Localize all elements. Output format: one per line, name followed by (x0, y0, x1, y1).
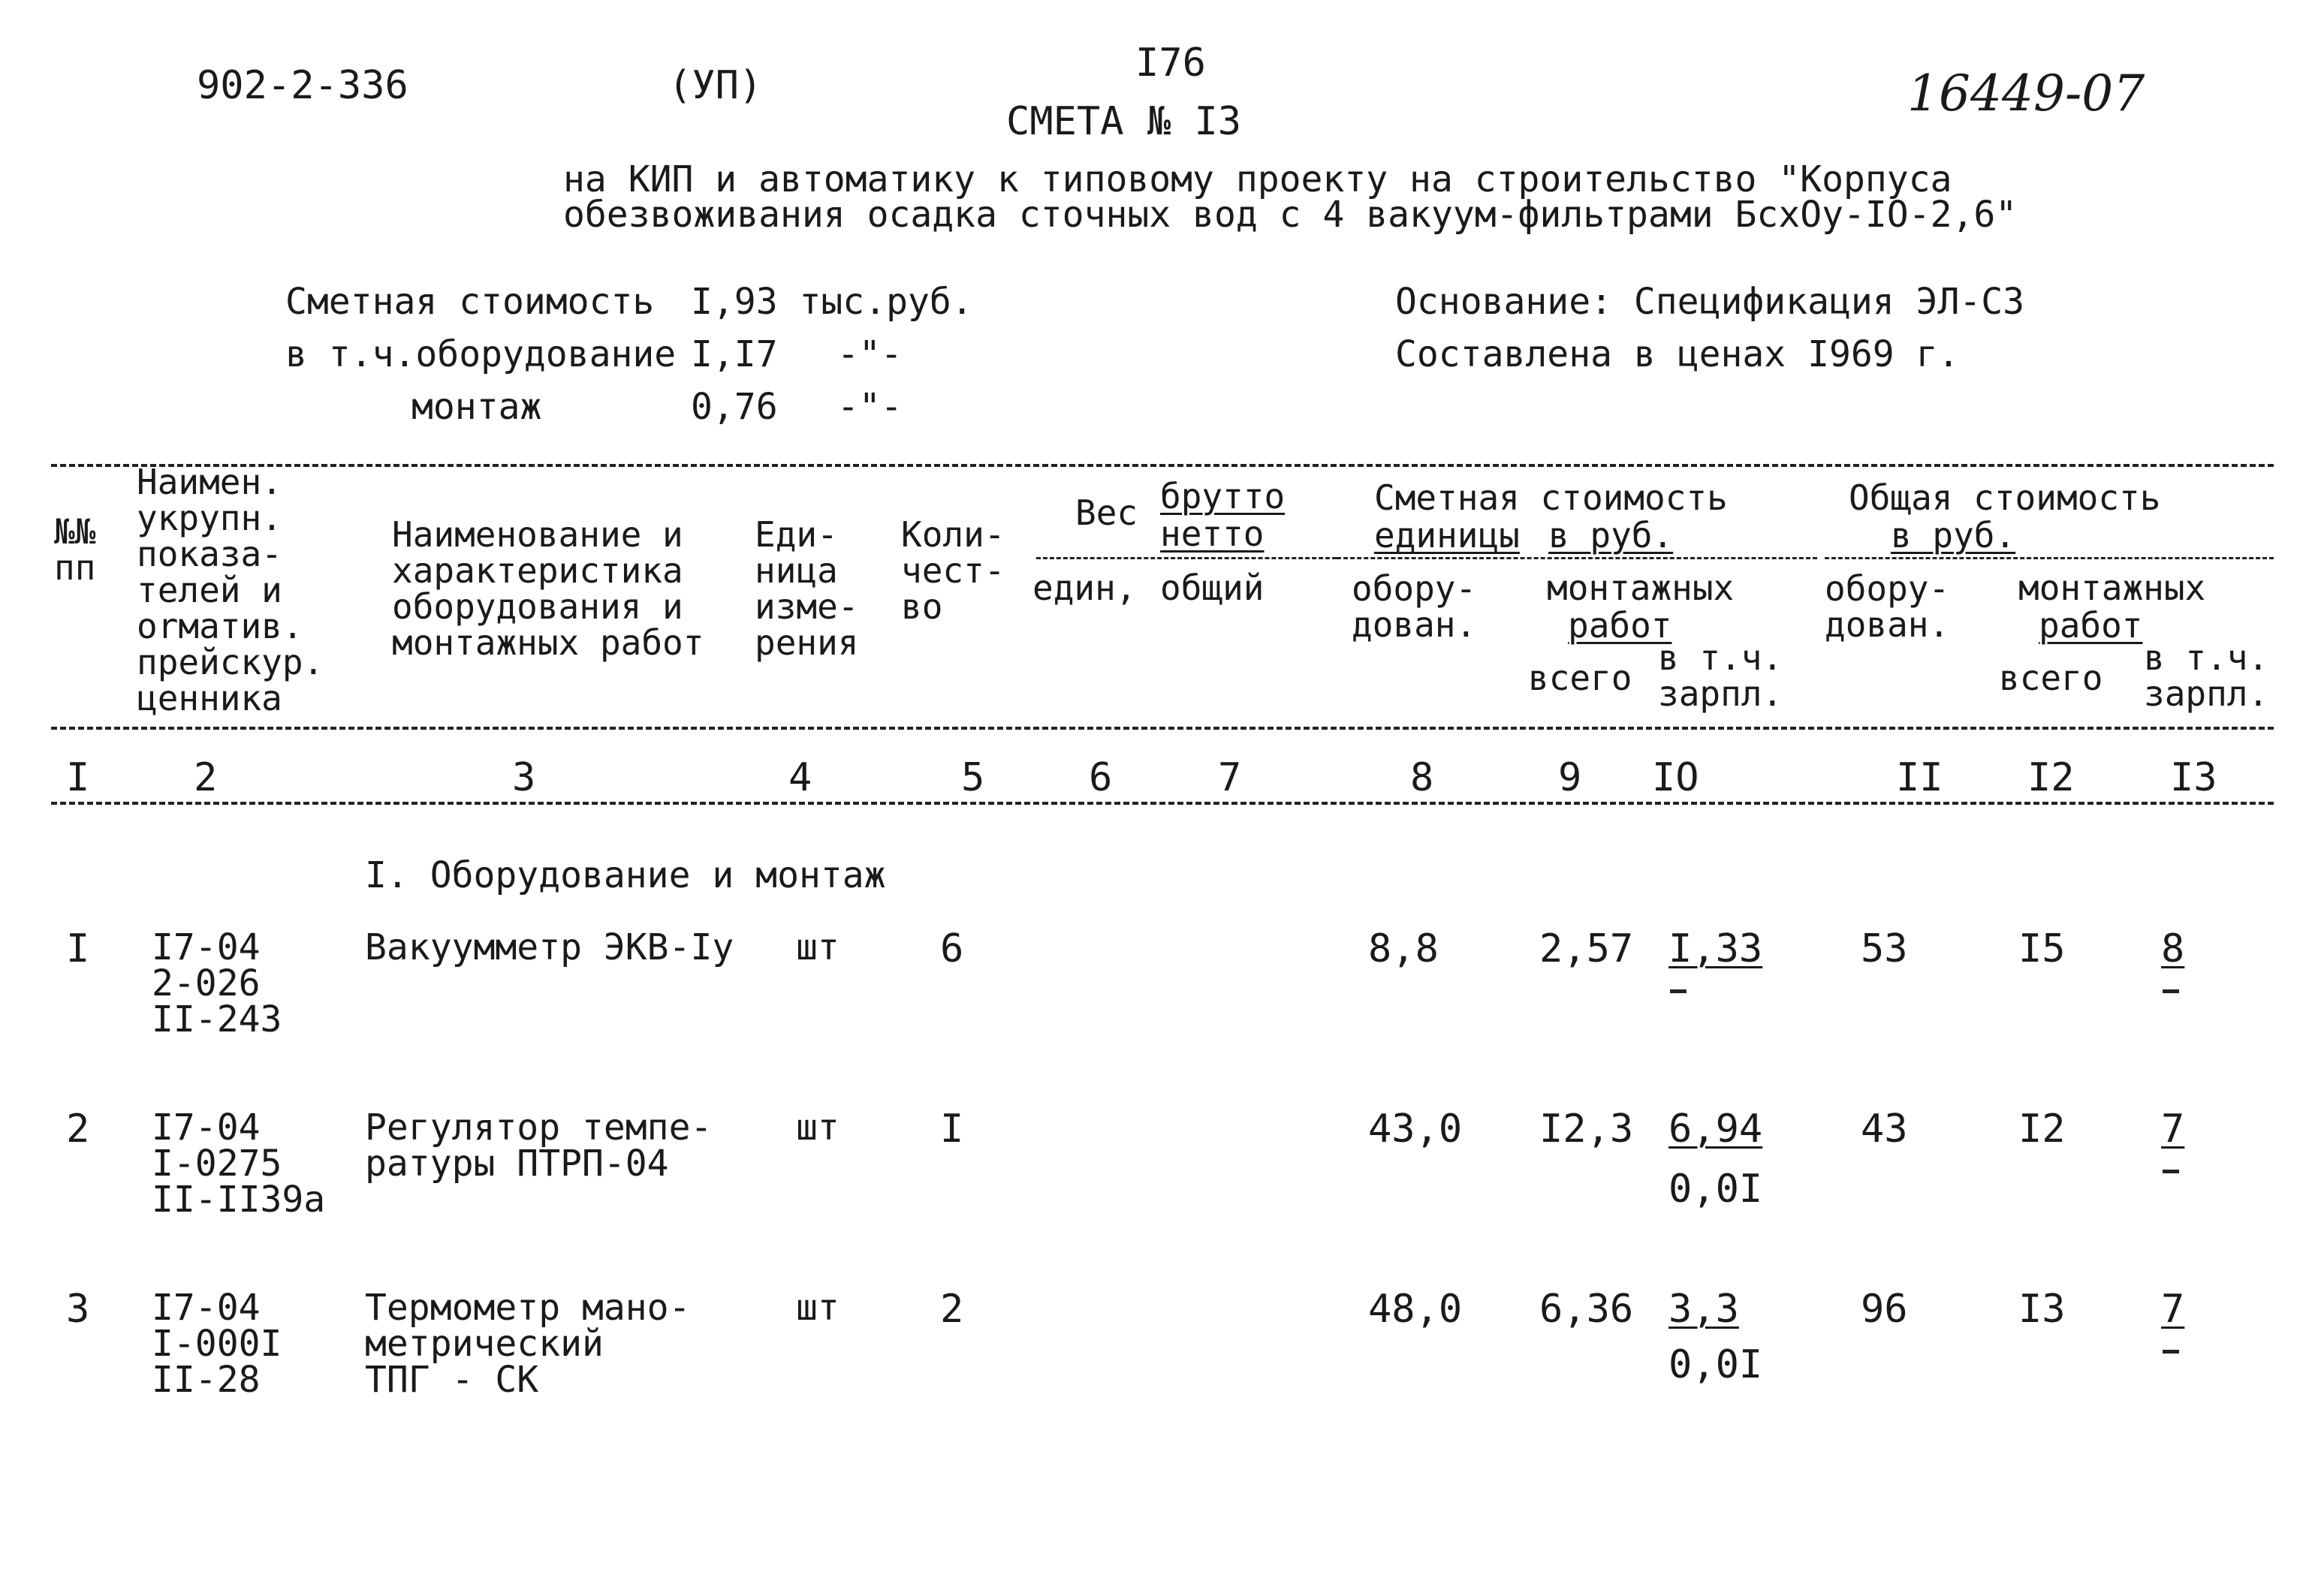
row-total-wage: 7 (2161, 1107, 2185, 1152)
column-number: I (66, 755, 90, 800)
unit-weight-header: един, (1032, 568, 1137, 608)
total-install-header: монтажных (2018, 568, 2206, 608)
gross-header: брутто (1160, 476, 1286, 516)
row-name: Вакуумметр ЭКВ-Iу (365, 926, 734, 968)
subtitle-line-2: обезвоживания осадка сточных вод с 4 вакуум-фильтрами БсхОу-IO-2,6" (563, 194, 2018, 236)
document-code: 902-2-336 (197, 63, 408, 108)
row-codes: I7-04 I-0275 II-II39а (152, 1107, 326, 1221)
column-number: 3 (512, 755, 536, 800)
unit-equip-header: обору- дован. (1352, 568, 1477, 645)
column-number: I2 (2027, 755, 2075, 800)
column-number: IO (1652, 755, 1699, 800)
total-cost-divider (1825, 557, 2274, 559)
row-unit-wage: 3,3 (1668, 1287, 1739, 1332)
row-total-install: I5 (2018, 926, 2066, 971)
row-unit-wage-sub: 0,0I (1668, 1342, 1763, 1387)
row-number: 3 (66, 1287, 90, 1332)
row-codes: I7-04 2-026 II-243 (152, 926, 282, 1040)
col-name-header: Наименование и характеристика оборудования и монтажных работ (392, 514, 704, 663)
row-unit-equip: 8,8 (1368, 926, 1439, 971)
row-name: Термометр мано- метрический ТПГ - СК (365, 1287, 691, 1401)
row-total-wage-dash (2163, 989, 2179, 993)
mounting-label: монтаж (411, 386, 542, 428)
column-number: 4 (788, 755, 812, 800)
column-number: 2 (194, 755, 218, 800)
row-unit-wage: 6,94 (1668, 1107, 1763, 1152)
document-type: (УП) (668, 63, 763, 108)
column-number: 5 (961, 755, 985, 800)
total-total-header: всего (1999, 658, 2103, 698)
weight-header: Вес (1075, 492, 1138, 533)
equipment-label: в т.ч.оборудование (285, 333, 677, 375)
column-number: 9 (1558, 755, 1582, 800)
row-unit-equip: 43,0 (1368, 1107, 1463, 1152)
column-number: 6 (1089, 755, 1113, 800)
row-unit-wage-sub: 0,0I (1668, 1167, 1763, 1212)
net-header: нетто (1160, 513, 1265, 554)
archive-number: 16449-07 (1907, 65, 2145, 122)
row-unit-install: 2,57 (1539, 926, 1634, 971)
row-unit-install: I2,3 (1539, 1107, 1634, 1152)
row-codes: I7-04 I-000I II-28 (152, 1287, 282, 1401)
row-unit-wage: I,33 (1668, 926, 1763, 971)
cost-value: I,93 тыс.руб. (691, 281, 973, 323)
column-number: II (1896, 755, 1943, 800)
col-codes-header: Наимен. укрупн. показа- телей и orматив. прейскур. ценника (137, 462, 324, 718)
header-bottom-rule (51, 727, 2274, 730)
total-cost-rub: в руб. (1891, 515, 2016, 556)
unit-cost-header: Сметная стоимость (1374, 477, 1728, 518)
row-total-install: I2 (2018, 1107, 2066, 1152)
row-total-wage-dash (2163, 1350, 2179, 1354)
row-quantity: I (940, 1107, 964, 1152)
row-number: 2 (66, 1107, 90, 1152)
row-total-equip: 96 (1861, 1287, 1908, 1332)
row-unit-equip: 48,0 (1368, 1287, 1463, 1332)
total-weight-header: общий (1160, 568, 1265, 608)
section-title: I. Оборудование и монтаж (365, 854, 886, 896)
header-top-rule (51, 464, 2274, 467)
column-number: 8 (1410, 755, 1434, 800)
unit-wage-header: в т.ч. зарпл. (1658, 637, 1783, 714)
row-total-wage-dash (2163, 1170, 2179, 1173)
estimate-title: СМЕТА № I3 (1006, 99, 1242, 144)
row-name: Регулятор темпе- ратуры ПТРП-04 (365, 1107, 713, 1185)
prices-text: Составлена в ценах I969 г. (1395, 333, 1960, 375)
cost-label: Сметная стоимость (285, 281, 655, 323)
row-total-install: I3 (2018, 1287, 2066, 1332)
row-quantity: 2 (940, 1287, 964, 1332)
row-unit-wage-dash (1670, 989, 1687, 993)
row-unit: шт (796, 926, 840, 968)
total-cost-header: Общая стоимость (1849, 477, 2161, 518)
basis-text: Основание: Спецификация ЭЛ-С3 (1395, 281, 2025, 323)
row-unit-install: 6,36 (1539, 1287, 1634, 1332)
mounting-value: 0,76 (691, 386, 778, 428)
row-total-equip: 53 (1861, 926, 1908, 971)
subtitle-line-1: на КИП и автоматику к типовому проекту на строительство "Корпуса (563, 158, 1952, 200)
row-unit: шт (796, 1107, 840, 1149)
unit-install-header: монтажных (1547, 568, 1735, 608)
unit-cost-rub: в руб. (1548, 515, 1674, 556)
weight-divider (1036, 557, 1337, 559)
unit-total-header: всего (1528, 658, 1632, 698)
mounting-unit: -"- (837, 386, 903, 428)
row-total-equip: 43 (1861, 1107, 1908, 1152)
total-equip-header: обору- дован. (1825, 568, 1950, 645)
total-works-header: работ (2039, 605, 2143, 646)
row-number: I (66, 926, 90, 971)
column-number: 7 (1218, 755, 1242, 800)
unit-works-header: работ (1568, 605, 1672, 646)
row-total-wage: 7 (2161, 1287, 2185, 1332)
equipment-unit: -"- (837, 333, 903, 375)
unit-cost-units: единицы (1374, 515, 1520, 556)
equipment-value: I,I7 (691, 333, 778, 375)
col-qty-header: Коли- чест- во (901, 514, 1005, 627)
col-number-header: №№ пп (54, 511, 96, 588)
unit-cost-divider (1337, 557, 1817, 559)
page-number: I76 (1135, 41, 1206, 86)
column-numbers-rule (51, 802, 2274, 805)
row-unit: шт (796, 1287, 840, 1329)
col-unit-header: Еди- ница изме- рения (755, 514, 859, 663)
total-wage-header: в т.ч. зарпл. (2144, 637, 2269, 714)
row-total-wage: 8 (2161, 926, 2185, 971)
row-quantity: 6 (940, 926, 964, 971)
column-number: I3 (2170, 755, 2217, 800)
